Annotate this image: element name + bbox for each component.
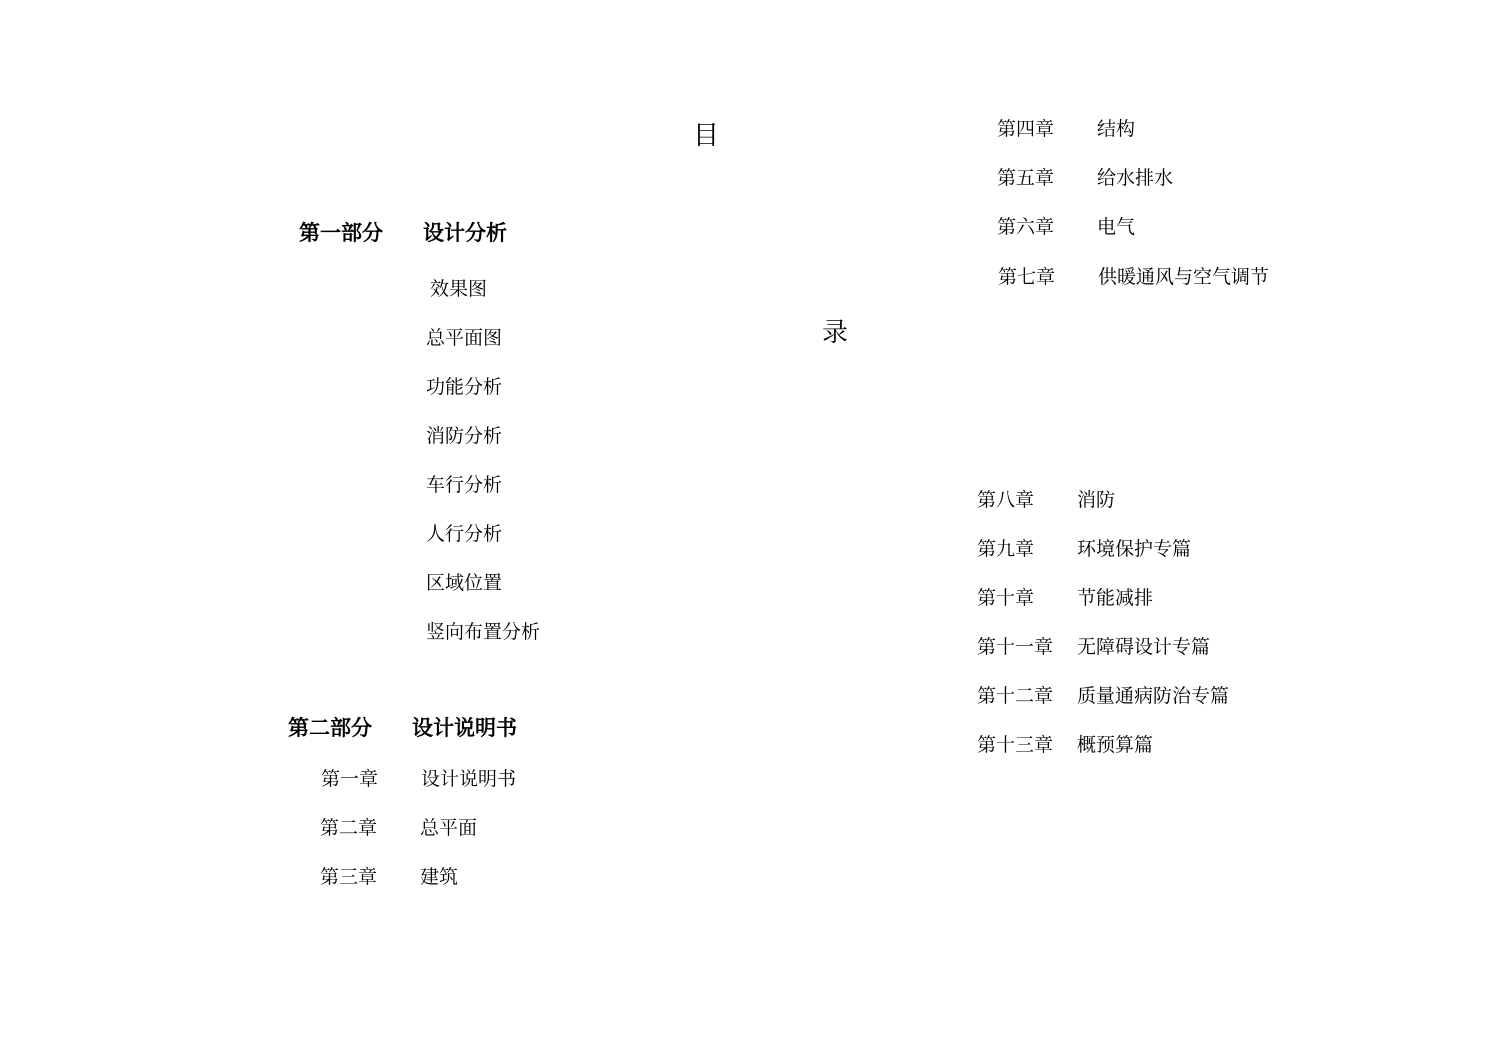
- chapter-number: 第十三章: [977, 734, 1054, 756]
- chapter-title[interactable]: 建筑: [420, 866, 459, 888]
- chapter-title[interactable]: 设计说明书: [421, 768, 517, 790]
- chapter-number: 第八章: [977, 489, 1035, 511]
- chapter-number: 第二章: [320, 817, 378, 839]
- chapter-title[interactable]: 总平面: [420, 817, 478, 839]
- chapter-number: 第五章: [997, 167, 1055, 189]
- part2-label: 第二部分: [288, 716, 372, 740]
- chapter-number: 第三章: [320, 866, 378, 888]
- toc-title-char-1: 目: [693, 121, 720, 151]
- part1-item[interactable]: 竖向布置分析: [426, 621, 541, 643]
- chapter-number: 第六章: [997, 216, 1055, 238]
- chapter-title[interactable]: 无障碍设计专篇: [1077, 636, 1211, 658]
- chapter-number: 第十章: [977, 587, 1035, 609]
- part1-label: 第一部分: [299, 221, 383, 245]
- part1-item[interactable]: 总平面图: [426, 327, 503, 349]
- chapter-number: 第一章: [321, 768, 379, 790]
- chapter-number: 第十一章: [977, 636, 1054, 658]
- chapter-title[interactable]: 结构: [1097, 118, 1136, 140]
- part1-item[interactable]: 功能分析: [426, 376, 503, 398]
- chapter-title[interactable]: 给水排水: [1097, 167, 1174, 189]
- part1-item[interactable]: 效果图: [430, 278, 488, 300]
- chapter-number: 第四章: [997, 118, 1055, 140]
- part1-item[interactable]: 车行分析: [426, 474, 503, 496]
- chapter-title[interactable]: 概预算篇: [1077, 734, 1154, 756]
- chapter-number: 第九章: [977, 538, 1035, 560]
- chapter-title[interactable]: 消防: [1077, 489, 1116, 511]
- chapter-title[interactable]: 供暖通风与空气调节: [1098, 266, 1270, 288]
- chapter-title[interactable]: 节能减排: [1077, 587, 1154, 609]
- chapter-number: 第七章: [998, 266, 1056, 288]
- part1-title: 设计分析: [423, 221, 507, 245]
- chapter-title[interactable]: 环境保护专篇: [1077, 538, 1192, 560]
- chapter-title[interactable]: 质量通病防治专篇: [1077, 685, 1230, 707]
- part1-item[interactable]: 区域位置: [426, 572, 503, 594]
- part2-title: 设计说明书: [412, 716, 517, 740]
- part1-item[interactable]: 人行分析: [426, 523, 503, 545]
- chapter-number: 第十二章: [977, 685, 1054, 707]
- chapter-title[interactable]: 电气: [1097, 216, 1136, 238]
- part1-item[interactable]: 消防分析: [426, 425, 503, 447]
- toc-title-char-2: 录: [822, 318, 849, 348]
